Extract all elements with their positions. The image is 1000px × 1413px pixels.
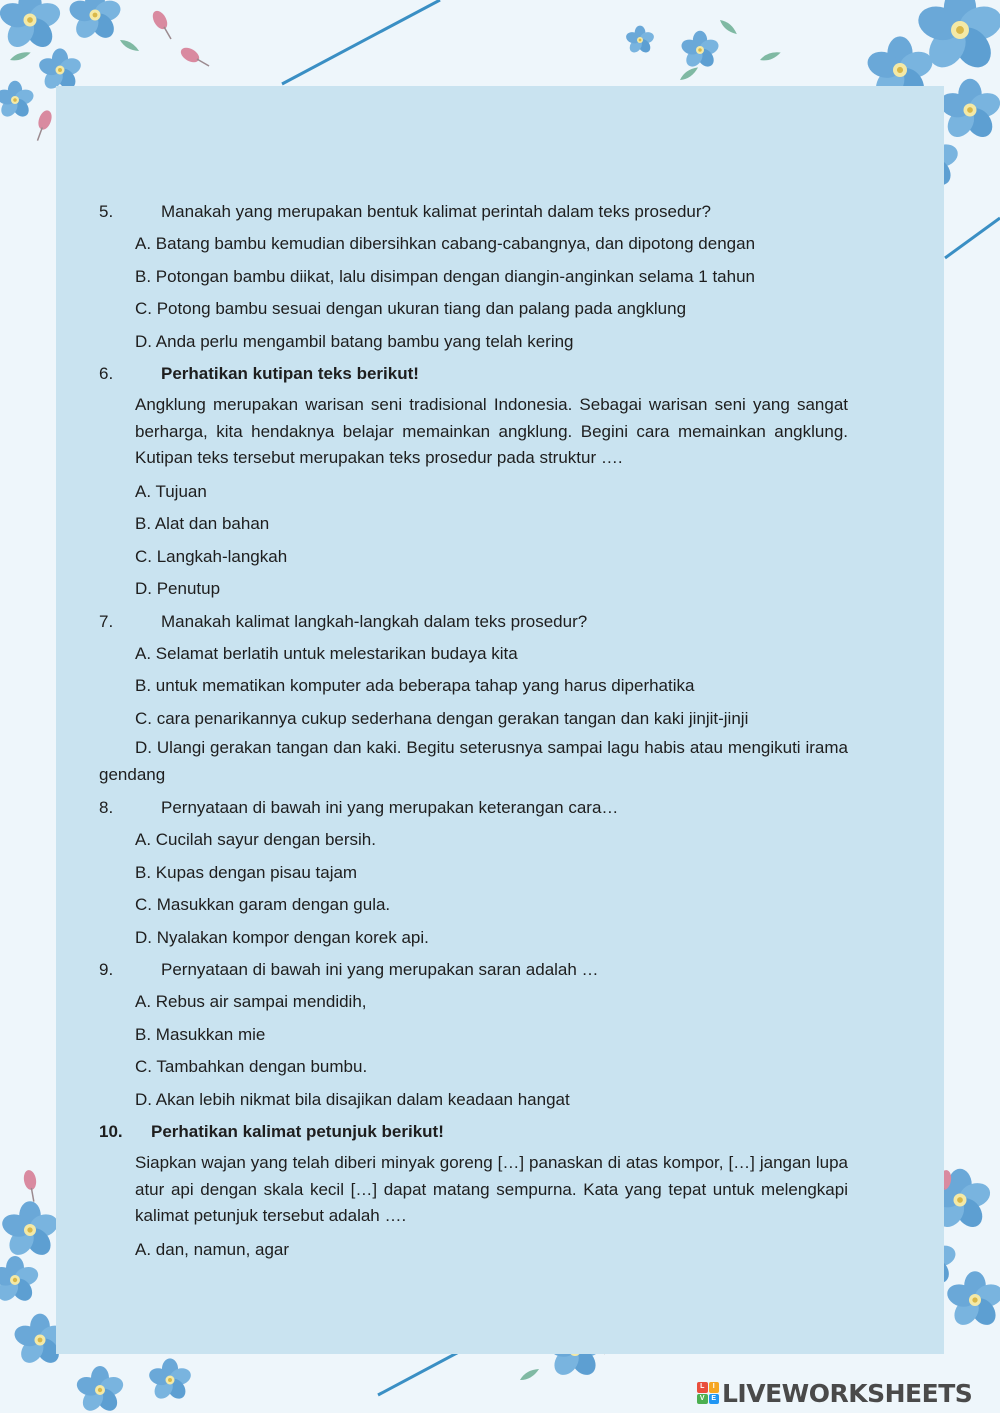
question-stem: Manakah yang merupakan bentuk kalimat perintah dalam teks prosedur? [161,202,711,221]
option-8c: C. Masukkan garam dengan gula. [135,895,391,914]
liveworksheets-logo-icon: L I V E [697,1382,719,1404]
question-number: 6. [99,364,114,383]
option-9a: A. Rebus air sampai mendidih, [135,992,367,1011]
option-5b: B. Potongan bambu diikat, lalu disimpan dengan diangin-anginkan selama 1 tahun [135,266,755,286]
option-6c: C. Langkah-langkah [135,546,288,566]
option-9b: B. Masukkan mie [135,1024,266,1044]
question-number: 9. [99,960,114,979]
question-stem: Pernyataan di bawah ini yang merupakan keterangan cara… [161,798,619,817]
option-9c: C. Tambahkan dengan bumbu. [135,1057,368,1076]
option-7a: A. Selamat berlatih untuk melestarikan budaya kita [135,643,518,663]
question-stem: Perhatikan kalimat petunjuk berikut! [151,1122,444,1141]
question-number: 8. [99,798,114,817]
question-stem: Perhatikan kutipan teks berikut! [161,364,419,383]
option-7b: B. untuk mematikan komputer ada beberapa tahap yang harus diperhatika [135,676,695,695]
question-6-passage: Angklung merupakan warisan seni tradisional Indonesia. Sebagai warisan seni yang sangat berharga, kita hendaknya belajar memainkan angklung. Begini cara memainkan angklung. Kutipan teks tersebut merupakan teks prosedur pada struktur …. [135,395,848,467]
option-6b: B. Alat dan bahan [135,514,270,533]
option-5a: A. Batang bambu kemudian dibersihkan cabang-cabangnya, dan dipotong dengan [135,234,756,253]
question-7 [99,606,848,638]
question-number: 5. [99,202,114,221]
question-stem: Manakah kalimat langkah-langkah dalam teks prosedur? [161,611,588,631]
question-8 [99,792,848,824]
option-8a: A. Cucilah sayur dengan bersih. [135,830,376,849]
question-9 [99,954,848,986]
option-10a: A. dan, namun, agar [135,1239,290,1259]
option-8d: D. Nyalakan kompor dengan korek api. [135,927,429,947]
question-10-passage: Siapkan wajan yang telah diberi minyak goreng […] panaskan di atas kompor, […] jangan lupa atur api dengan skala kecil […] dapat matang sempurna. Kata yang tepat untuk melengkapi kalimat petunjuk tersebut adalah …. [135,1153,848,1225]
question-stem: Pernyataan di bawah ini yang merupakan saran adalah … [161,960,599,979]
brand-text: LIVEWORKSHEETS [722,1378,973,1408]
worksheet-content [99,196,848,1266]
question-10 [99,1116,848,1148]
option-8b: B. Kupas dengan pisau tajam [135,862,358,882]
question-number: 10. [99,1122,123,1141]
question-5 [99,196,848,228]
option-9d: D. Akan lebih nikmat bila disajikan dalam keadaan hangat [135,1089,570,1109]
option-6a: A. Tujuan [135,481,207,501]
option-6d: D. Penutup [135,579,221,598]
option-5c: C. Potong bambu sesuai dengan ukuran tiang dan palang pada angklung [135,299,687,318]
question-number: 7. [99,611,114,631]
liveworksheets-brand[interactable] [697,1376,972,1410]
option-7c: C. cara penarikannya cukup sederhana dengan gerakan tangan dan kaki jinjit-jinji [135,708,749,728]
option-7d: D. Ulangi gerakan tangan dan kaki. Begitu seterusnya sampai lagu habis atau mengikuti irama gendang [99,738,848,784]
question-6 [99,358,848,390]
option-5d: D. Anda perlu mengambil batang bambu yang telah kering [135,331,574,351]
